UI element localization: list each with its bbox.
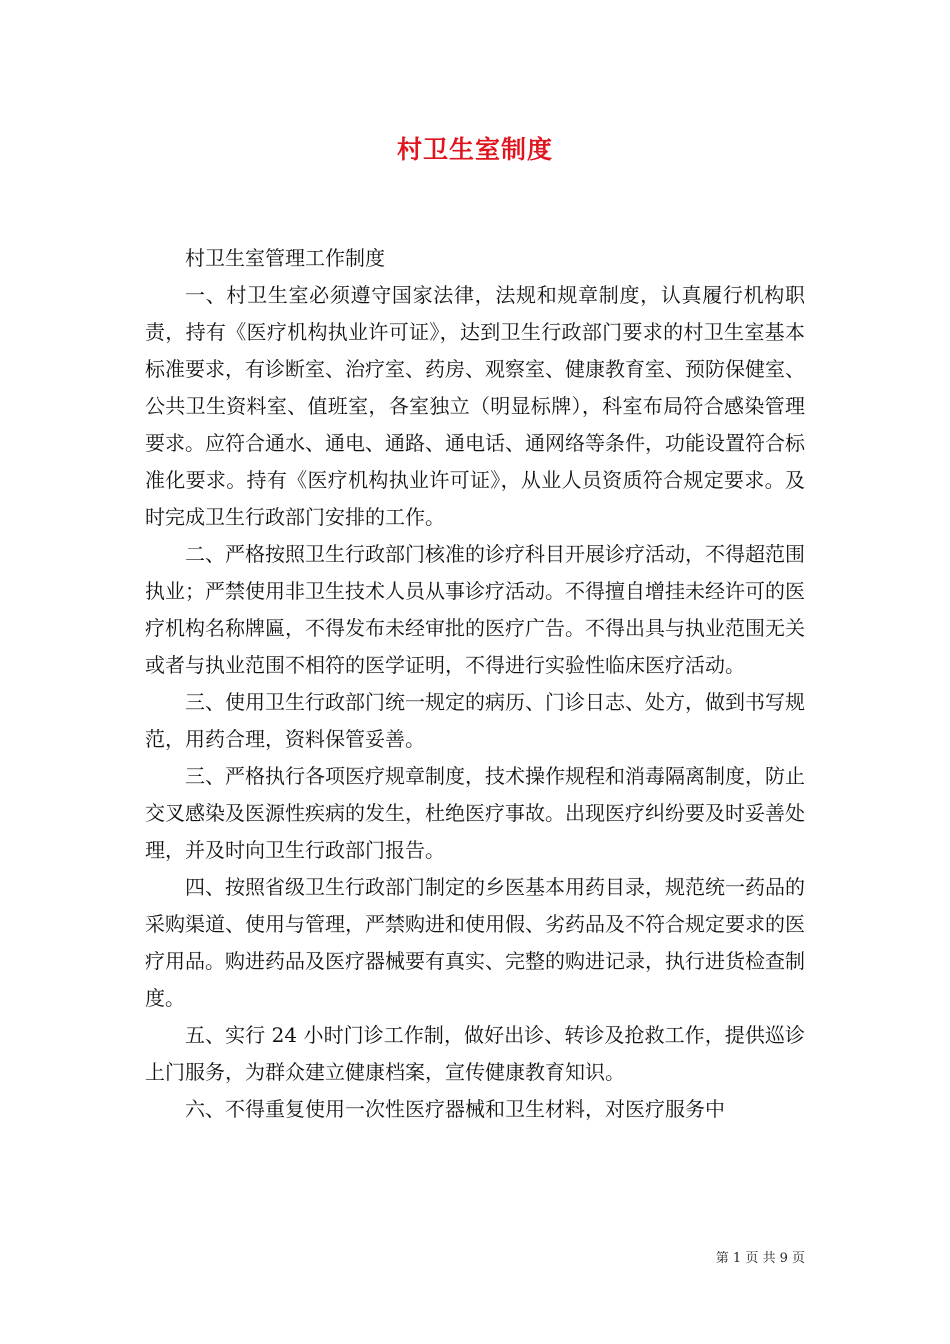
paragraph-4: 三、严格执行各项医疗规章制度，技术操作规程和消毒隔离制度，防止交叉感染及医源性疾病的发生，杜绝医疗事故。出现医疗纠纷要及时妥善处理，并及时向卫生行政部门报告。: [145, 764, 805, 862]
paragraph-2: 二、严格按照卫生行政部门核准的诊疗科目开展诊疗活动，不得超范围执业；严禁使用非卫生技术人员从事诊疗活动。不得擅自增挂未经许可的医疗机构名称牌匾，不得发布未经审批的医疗广告。不得出具与执业范围无关或者与执业范围不相符的医学证明，不得进行实验性临床医疗活动。: [145, 542, 805, 677]
section-heading: 村卫生室管理工作制度: [185, 246, 385, 270]
paragraph-3: 三、使用卫生行政部门统一规定的病历、门诊日志、处方，做到书写规范，用药合理，资料保管妥善。: [145, 690, 805, 751]
document-title: 村卫生室制度: [396, 135, 553, 164]
paragraph-5: 四、按照省级卫生行政部门制定的乡医基本用药目录，规范统一药品的采购渠道、使用与管理，严禁购进和使用假、劣药品及不符合规定要求的医疗用品。购进药品及医疗器械要有真实、完整的购进记录，执行进货检查制度。: [145, 875, 805, 1010]
paragraph-6: 五、实行 24 小时门诊工作制，做好出诊、转诊及抢救工作，提供巡诊上门服务，为群众建立健康档案，宣传健康教育知识。: [145, 1023, 805, 1084]
document-body: [145, 240, 805, 1128]
paragraph-1: 一、村卫生室必须遵守国家法律，法规和规章制度，认真履行机构职责，持有《医疗机构执业许可证》，达到卫生行政部门要求的村卫生室基本标准要求，有诊断室、治疗室、药房、观察室、健康教育室、预防保健室、公共卫生资料室、值班室，各室独立（明显标牌），科室布局符合感染管理要求。应符合通水、通电、通路、通电话、通网络等条件，功能设置符合标准化要求。持有《医疗机构执业许可证》，从业人员资质符合规定要求。及时完成卫生行政部门安排的工作。: [145, 283, 805, 529]
paragraph-7: 六、不得重复使用一次性医疗器械和卫生材料，对医疗服务中: [185, 1097, 725, 1121]
page-number: 第 1 页 共 9 页: [715, 1251, 805, 1266]
